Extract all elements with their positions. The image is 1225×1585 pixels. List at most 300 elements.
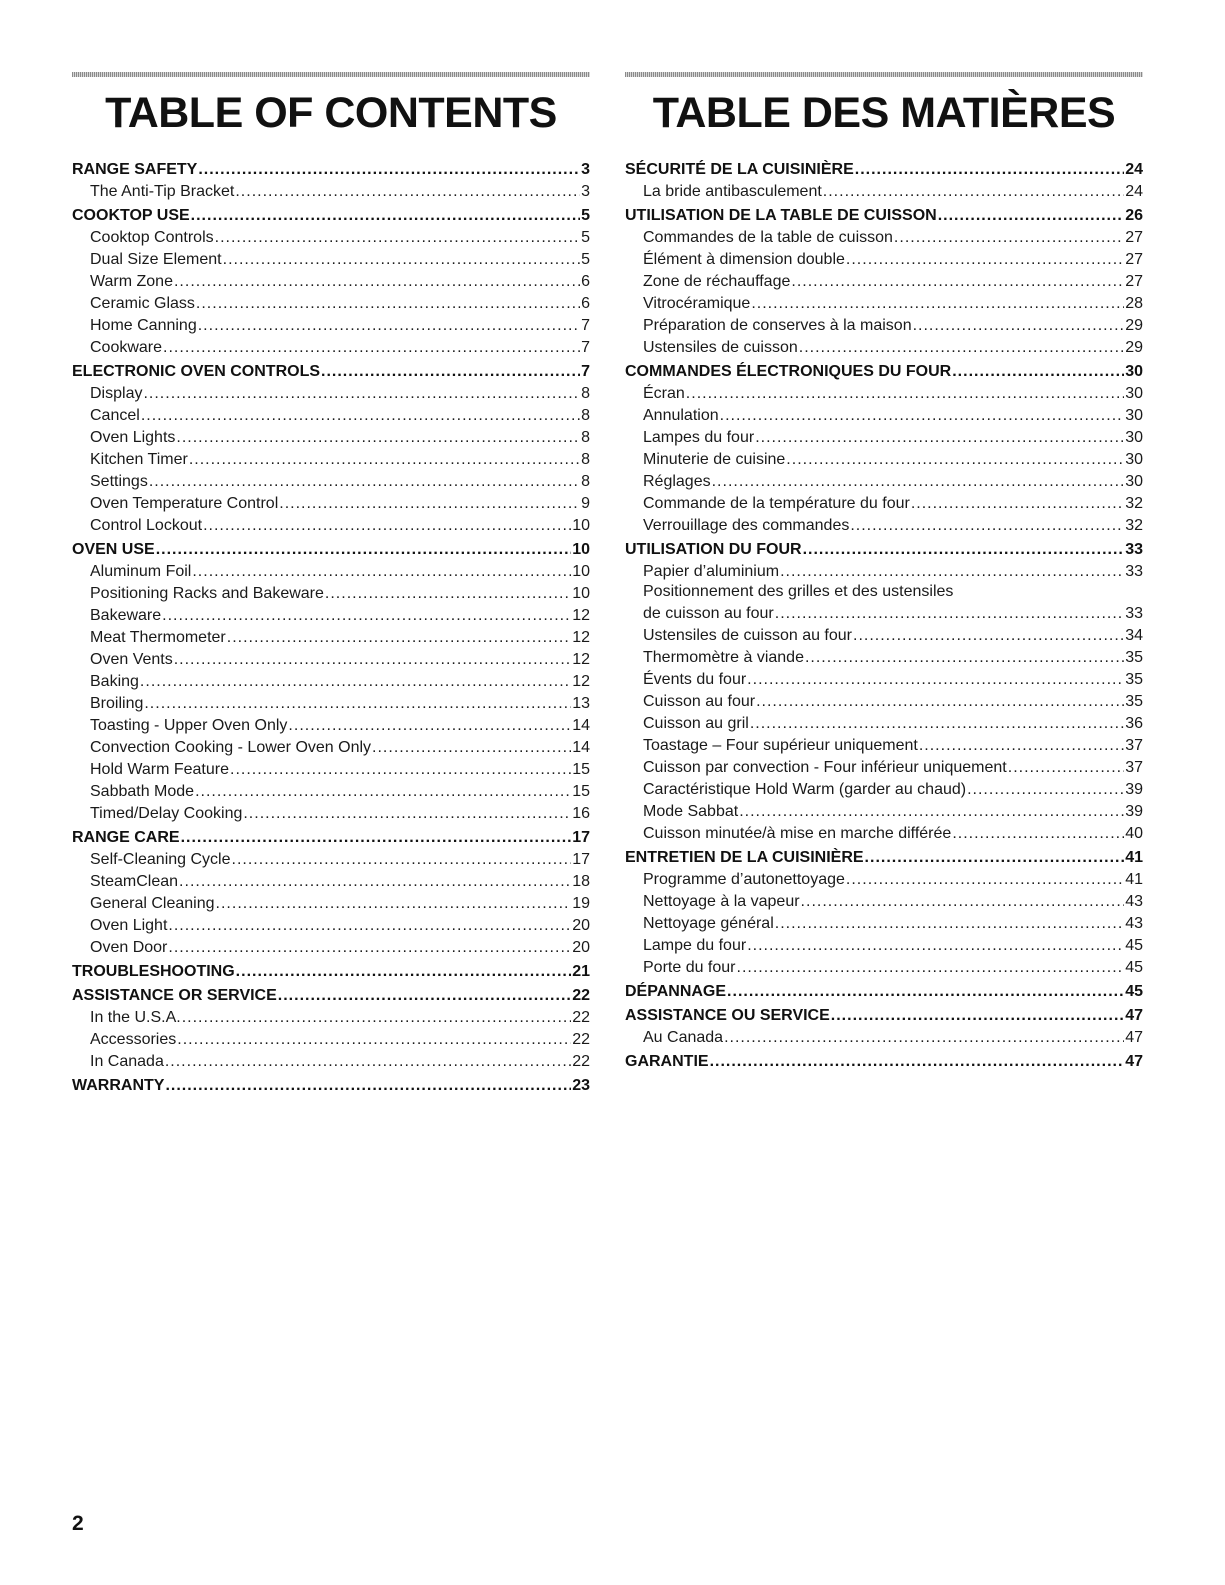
toc-entry-label: Ustensiles de cuisson xyxy=(643,339,798,356)
toc-subsection-entry[interactable] xyxy=(72,247,590,269)
toc-entry-label: RANGE CARE xyxy=(72,829,180,846)
toc-subsection-entry[interactable] xyxy=(625,733,1143,755)
toc-subsection-entry[interactable] xyxy=(72,581,590,603)
toc-subsection-entry[interactable] xyxy=(625,867,1143,889)
toc-heading-french: TABLE DES MATIÈRES xyxy=(652,89,1116,137)
dot-leader xyxy=(952,363,1124,381)
toc-entry-label: Oven Door xyxy=(90,939,168,956)
dot-leader xyxy=(724,1029,1124,1047)
toc-entry-label: UTILISATION DE LA TABLE DE CUISSON xyxy=(625,207,937,224)
dot-leader xyxy=(747,937,1124,955)
toc-entry-label: Accessories xyxy=(90,1031,177,1048)
toc-section-entry[interactable] xyxy=(72,981,590,1005)
toc-entry-page: 12 xyxy=(572,673,590,690)
toc-entry-page: 26 xyxy=(1125,207,1143,224)
toc-entry-page: 17 xyxy=(572,851,590,868)
dot-leader xyxy=(372,739,571,757)
toc-entry-label: Warm Zone xyxy=(90,273,173,290)
toc-subsection-entry[interactable] xyxy=(72,313,590,335)
toc-entry-page: 12 xyxy=(572,629,590,646)
toc-subsection-entry[interactable] xyxy=(625,889,1143,911)
toc-entry-page: 37 xyxy=(1125,759,1143,776)
toc-entry-label: Oven Lights xyxy=(90,429,176,446)
toc-entry-page: 30 xyxy=(1125,451,1143,468)
toc-subsection-entry[interactable] xyxy=(625,821,1143,843)
toc-subsection-entry[interactable] xyxy=(625,911,1143,933)
toc-entry-label: Verrouillage des commandes xyxy=(643,517,850,534)
toc-entry-page: 15 xyxy=(572,761,590,778)
toc-entry-label: Bakeware xyxy=(90,607,162,624)
toc-subsection-entry[interactable] xyxy=(625,601,1143,623)
toc-entry-page: 41 xyxy=(1125,871,1143,888)
toc-subsection-entry[interactable] xyxy=(72,469,590,491)
dot-leader xyxy=(168,917,571,935)
toc-entry-label: WARRANTY xyxy=(72,1077,165,1094)
toc-subsection-entry[interactable] xyxy=(72,647,590,669)
dot-leader xyxy=(831,1007,1124,1025)
toc-heading-english: TABLE OF CONTENTS xyxy=(105,89,557,137)
toc-subsection-entry[interactable] xyxy=(72,179,590,201)
toc-section-entry[interactable] xyxy=(72,1071,590,1095)
toc-entry-page: 7 xyxy=(581,339,590,356)
toc-entry-page: 6 xyxy=(581,273,590,290)
toc-entry-page: 47 xyxy=(1125,1053,1143,1070)
toc-subsection-entry[interactable] xyxy=(72,425,590,447)
toc-entry-page: 33 xyxy=(1125,541,1143,558)
toc-section-entry[interactable] xyxy=(72,957,590,981)
toc-entry-page: 5 xyxy=(581,207,590,224)
toc-entry-label: The Anti-Tip Bracket xyxy=(90,183,235,200)
toc-section-entry[interactable] xyxy=(625,357,1143,381)
dot-leader xyxy=(203,517,571,535)
toc-entry-label: Convection Cooking - Lower Oven Only xyxy=(90,739,372,756)
page-number: 2 xyxy=(72,1512,84,1535)
toc-entry-page: 14 xyxy=(572,739,590,756)
toc-subsection-entry[interactable] xyxy=(72,913,590,935)
toc-section-entry[interactable] xyxy=(625,977,1143,1001)
dot-leader xyxy=(786,451,1124,469)
toc-entry-page: 3 xyxy=(581,161,590,178)
dot-leader xyxy=(846,251,1124,269)
toc-entry-label: Kitchen Timer xyxy=(90,451,188,468)
dot-leader xyxy=(179,873,571,891)
toc-entry-label: Oven Light xyxy=(90,917,168,934)
dot-leader xyxy=(739,803,1124,821)
toc-entry-label: de cuisson au four xyxy=(643,605,774,622)
toc-entry-label: Programme d’autonettoyage xyxy=(643,871,845,888)
toc-entry-page: 23 xyxy=(572,1077,590,1094)
toc-subsection-entry[interactable] xyxy=(72,291,590,313)
toc-entry-page: 22 xyxy=(572,1053,590,1070)
toc-entry-page: 43 xyxy=(1125,915,1143,932)
dot-leader xyxy=(938,207,1125,225)
toc-entry-page: 13 xyxy=(572,695,590,712)
toc-subsection-entry[interactable] xyxy=(72,269,590,291)
toc-subsection-entry[interactable] xyxy=(72,603,590,625)
toc-subsection-entry[interactable] xyxy=(72,491,590,513)
dot-leader xyxy=(174,651,571,669)
toc-subsection-entry[interactable] xyxy=(72,935,590,957)
toc-entry-page: 5 xyxy=(581,229,590,246)
toc-entry-label: Élément à dimension double xyxy=(643,251,845,268)
toc-subsection-entry[interactable] xyxy=(625,581,1143,601)
toc-list-english xyxy=(72,155,590,1095)
toc-entry-page: 30 xyxy=(1125,473,1143,490)
toc-subsection-entry[interactable] xyxy=(625,667,1143,689)
toc-subsection-entry[interactable] xyxy=(625,689,1143,711)
dot-leader xyxy=(686,385,1124,403)
toc-subsection-entry[interactable] xyxy=(72,381,590,403)
dot-leader xyxy=(230,761,571,779)
dot-leader xyxy=(805,649,1124,667)
dot-leader xyxy=(855,161,1124,179)
toc-entry-label: Nettoyage général xyxy=(643,915,774,932)
toc-subsection-entry[interactable] xyxy=(625,313,1143,335)
toc-subsection-entry[interactable] xyxy=(625,447,1143,469)
toc-entry-page: 10 xyxy=(572,563,590,580)
toc-subsection-entry[interactable] xyxy=(72,1005,590,1027)
toc-entry-page: 10 xyxy=(572,541,590,558)
dot-leader xyxy=(235,183,580,201)
toc-entry-page: 24 xyxy=(1125,161,1143,178)
section-rule xyxy=(625,72,1143,77)
toc-subsection-entry[interactable] xyxy=(72,801,590,823)
toc-section-entry[interactable] xyxy=(72,823,590,847)
toc-list-french xyxy=(625,155,1143,1071)
toc-entry-label: Oven Vents xyxy=(90,651,173,668)
toc-entry-page: 45 xyxy=(1125,983,1143,1000)
toc-subsection-entry[interactable] xyxy=(625,269,1143,291)
toc-entry-page: 21 xyxy=(572,963,590,980)
toc-subsection-entry[interactable] xyxy=(72,869,590,891)
toc-entry-page: 27 xyxy=(1125,229,1143,246)
toc-entry-label: COMMANDES ÉLECTRONIQUES DU FOUR xyxy=(625,363,952,380)
dot-leader xyxy=(215,229,580,247)
dot-leader xyxy=(780,563,1124,581)
toc-entry-label: Settings xyxy=(90,473,148,490)
toc-entry-page: 29 xyxy=(1125,317,1143,334)
toc-entry-page: 45 xyxy=(1125,959,1143,976)
toc-section-entry[interactable] xyxy=(72,201,590,225)
toc-entry-label: TROUBLESHOOTING xyxy=(72,963,235,980)
toc-entry-page: 39 xyxy=(1125,781,1143,798)
toc-entry-label: Cuisson par convection - Four inférieur uniquement xyxy=(643,759,1007,776)
dot-leader xyxy=(278,987,571,1005)
toc-entry-label: ASSISTANCE OR SERVICE xyxy=(72,987,277,1004)
dot-leader xyxy=(165,1077,571,1095)
toc-subsection-entry[interactable] xyxy=(72,779,590,801)
toc-subsection-entry[interactable] xyxy=(72,1027,590,1049)
dot-leader xyxy=(198,317,580,335)
toc-subsection-entry[interactable] xyxy=(625,425,1143,447)
dot-leader xyxy=(747,671,1124,689)
toc-subsection-entry[interactable] xyxy=(625,179,1143,201)
dot-leader xyxy=(823,183,1124,201)
dot-leader xyxy=(737,959,1125,977)
toc-entry-label: Cookware xyxy=(90,339,163,356)
toc-entry-page: 30 xyxy=(1125,407,1143,424)
toc-subsection-entry[interactable] xyxy=(72,1049,590,1071)
toc-entry-page: 16 xyxy=(572,805,590,822)
toc-subsection-entry[interactable] xyxy=(625,381,1143,403)
toc-entry-page: 8 xyxy=(581,429,590,446)
toc-entry-page: 47 xyxy=(1125,1029,1143,1046)
dot-leader xyxy=(911,495,1124,513)
dot-leader xyxy=(727,983,1124,1001)
toc-subsection-entry[interactable] xyxy=(72,447,590,469)
toc-subsection-entry[interactable] xyxy=(625,469,1143,491)
toc-subsection-entry[interactable] xyxy=(625,933,1143,955)
toc-subsection-entry[interactable] xyxy=(625,645,1143,667)
toc-section-entry[interactable] xyxy=(625,535,1143,559)
toc-subsection-entry[interactable] xyxy=(625,247,1143,269)
toc-entry-label: RANGE SAFETY xyxy=(72,161,198,178)
toc-subsection-entry[interactable] xyxy=(625,623,1143,645)
toc-entry-page: 30 xyxy=(1125,429,1143,446)
dot-leader xyxy=(865,849,1125,867)
toc-entry-page: 22 xyxy=(572,1031,590,1048)
toc-entry-label: Ceramic Glass xyxy=(90,295,195,312)
toc-section-entry[interactable] xyxy=(72,155,590,179)
toc-subsection-entry[interactable] xyxy=(72,513,590,535)
toc-entry-label: Sabbath Mode xyxy=(90,783,195,800)
dot-leader xyxy=(279,495,580,513)
toc-entry-page: 9 xyxy=(581,495,590,512)
toc-entry-page: 6 xyxy=(581,295,590,312)
dot-leader xyxy=(168,939,571,957)
toc-entry-label: La bride antibasculement xyxy=(643,183,822,200)
toc-entry-label: Commande de la température du four xyxy=(643,495,910,512)
toc-entry-page: 32 xyxy=(1125,495,1143,512)
toc-subsection-entry[interactable] xyxy=(72,691,590,713)
toc-entry-label: Cuisson au gril xyxy=(643,715,749,732)
dot-leader xyxy=(755,429,1124,447)
toc-section-entry[interactable] xyxy=(72,535,590,559)
toc-entry-page: 17 xyxy=(572,829,590,846)
dot-leader xyxy=(288,717,571,735)
toc-entry-label: In Canada xyxy=(90,1053,164,1070)
section-rule xyxy=(72,72,590,77)
toc-entry-page: 30 xyxy=(1125,385,1143,402)
toc-entry-label: Zone de réchauffage xyxy=(643,273,791,290)
dot-leader xyxy=(163,339,580,357)
dot-leader xyxy=(192,563,571,581)
toc-entry-label: Lampes du four xyxy=(643,429,755,446)
toc-entry-page: 10 xyxy=(572,585,590,602)
toc-entry-page: 8 xyxy=(581,385,590,402)
toc-subsection-entry[interactable] xyxy=(625,1025,1143,1047)
toc-entry-label: Toastage – Four supérieur uniquement xyxy=(643,737,918,754)
toc-subsection-entry[interactable] xyxy=(72,335,590,357)
toc-section-entry[interactable] xyxy=(625,1001,1143,1025)
toc-entry-label: Caractéristique Hold Warm (garder au chaud) xyxy=(643,781,967,798)
dot-leader xyxy=(325,585,571,603)
dot-leader xyxy=(174,273,580,291)
toc-subsection-entry[interactable] xyxy=(72,757,590,779)
dot-leader xyxy=(243,805,571,823)
toc-entry-label: Écran xyxy=(643,385,685,402)
dot-leader xyxy=(919,737,1124,755)
toc-entry-page: 36 xyxy=(1125,715,1143,732)
toc-entry-page: 5 xyxy=(581,251,590,268)
dot-leader xyxy=(791,273,1124,291)
dot-leader xyxy=(141,407,580,425)
toc-entry-label: ENTRETIEN DE LA CUISINIÈRE xyxy=(625,849,864,866)
dot-leader xyxy=(143,385,580,403)
dot-leader xyxy=(177,1031,571,1049)
toc-section-entry[interactable] xyxy=(625,155,1143,179)
toc-entry-label: Meat Thermometer xyxy=(90,629,226,646)
toc-subsection-entry[interactable] xyxy=(625,955,1143,977)
toc-entry-label: Nettoyage à la vapeur xyxy=(643,893,800,910)
toc-entry-page: 41 xyxy=(1125,849,1143,866)
dot-leader xyxy=(149,473,580,491)
toc-subsection-entry[interactable] xyxy=(625,403,1143,425)
toc-subsection-entry[interactable] xyxy=(72,669,590,691)
dot-leader xyxy=(182,1009,571,1027)
toc-entry-page: 20 xyxy=(572,917,590,934)
toc-entry-label: SÉCURITÉ DE LA CUISINIÈRE xyxy=(625,161,854,178)
toc-subsection-entry[interactable] xyxy=(625,755,1143,777)
toc-column-english xyxy=(72,72,590,1095)
dot-leader xyxy=(216,895,572,913)
toc-entry-label: Lampe du four xyxy=(643,937,747,954)
toc-entry-page: 39 xyxy=(1125,803,1143,820)
toc-entry-page: 35 xyxy=(1125,671,1143,688)
dot-leader xyxy=(853,627,1124,645)
toc-section-entry[interactable] xyxy=(625,843,1143,867)
toc-entry-page: 40 xyxy=(1125,825,1143,842)
toc-entry-label: Préparation de conserves à la maison xyxy=(643,317,912,334)
toc-entry-page: 8 xyxy=(581,473,590,490)
dot-leader xyxy=(181,829,572,847)
toc-entry-label: Cuisson au four xyxy=(643,693,756,710)
toc-section-entry[interactable] xyxy=(72,357,590,381)
toc-entry-label: Vitrocéramique xyxy=(643,295,751,312)
dot-leader xyxy=(223,251,580,269)
toc-subsection-entry[interactable] xyxy=(625,513,1143,535)
toc-entry-label: Broiling xyxy=(90,695,144,712)
toc-subsection-entry[interactable] xyxy=(72,713,590,735)
toc-subsection-entry[interactable] xyxy=(625,225,1143,247)
toc-column-french xyxy=(625,72,1143,1071)
toc-entry-label: Self-Cleaning Cycle xyxy=(90,851,231,868)
toc-entry-label: ASSISTANCE OU SERVICE xyxy=(625,1007,830,1024)
toc-entry-label: Oven Temperature Control xyxy=(90,495,279,512)
dot-leader xyxy=(913,317,1125,335)
toc-entry-label: Annulation xyxy=(643,407,719,424)
toc-subsection-entry[interactable] xyxy=(625,491,1143,513)
dot-leader xyxy=(156,541,572,559)
toc-entry-page: 35 xyxy=(1125,693,1143,710)
toc-subsection-entry[interactable] xyxy=(72,403,590,425)
toc-entry-page: 8 xyxy=(581,407,590,424)
toc-subsection-entry[interactable] xyxy=(72,847,590,869)
toc-entry-label: Cancel xyxy=(90,407,140,424)
dot-leader xyxy=(720,407,1125,425)
toc-entry-page: 7 xyxy=(581,317,590,334)
dot-leader xyxy=(712,473,1125,491)
toc-entry-label: Positioning Racks and Bakeware xyxy=(90,585,324,602)
toc-section-entry[interactable] xyxy=(625,201,1143,225)
toc-entry-page: 34 xyxy=(1125,627,1143,644)
toc-subsection-entry[interactable] xyxy=(625,711,1143,733)
dot-leader xyxy=(850,517,1124,535)
dot-leader xyxy=(232,851,572,869)
toc-entry-page: 33 xyxy=(1125,605,1143,622)
toc-entry-page: 3 xyxy=(581,183,590,200)
toc-entry-label: Ustensiles de cuisson au four xyxy=(643,627,852,644)
toc-subsection-entry[interactable] xyxy=(72,225,590,247)
dot-leader xyxy=(1008,759,1124,777)
toc-entry-label: DÉPANNAGE xyxy=(625,983,727,1000)
toc-entry-page: 8 xyxy=(581,451,590,468)
dot-leader xyxy=(967,781,1124,799)
toc-entry-page: 37 xyxy=(1125,737,1143,754)
toc-subsection-entry[interactable] xyxy=(625,335,1143,357)
toc-entry-page: 27 xyxy=(1125,273,1143,290)
toc-entry-label: Minuterie de cuisine xyxy=(643,451,786,468)
dot-leader xyxy=(191,207,580,225)
dot-leader xyxy=(775,915,1124,933)
toc-entry-label: In the U.S.A. xyxy=(90,1009,181,1026)
toc-entry-page: 43 xyxy=(1125,893,1143,910)
toc-subsection-entry[interactable] xyxy=(72,891,590,913)
toc-subsection-entry[interactable] xyxy=(625,559,1143,581)
dot-leader xyxy=(189,451,580,469)
toc-entry-label: Mode Sabbat xyxy=(643,803,739,820)
dot-leader xyxy=(196,295,580,313)
toc-entry-page: 7 xyxy=(581,363,590,380)
toc-entry-page: 35 xyxy=(1125,649,1143,666)
toc-subsection-entry[interactable] xyxy=(72,559,590,581)
toc-entry-label: Toasting - Upper Oven Only xyxy=(90,717,288,734)
toc-entry-label: ELECTRONIC OVEN CONTROLS xyxy=(72,363,321,380)
toc-subsection-entry[interactable] xyxy=(625,799,1143,821)
toc-entry-page: 18 xyxy=(572,873,590,890)
toc-entry-label: Réglages xyxy=(643,473,711,490)
toc-section-entry[interactable] xyxy=(625,1047,1143,1071)
toc-subsection-entry[interactable] xyxy=(625,777,1143,799)
toc-entry-page: 32 xyxy=(1125,517,1143,534)
dot-leader xyxy=(140,673,571,691)
toc-entry-label: Positionnement des grilles et des ustensiles xyxy=(643,583,954,600)
toc-subsection-entry[interactable] xyxy=(72,625,590,647)
toc-entry-label: Papier d’aluminium xyxy=(643,563,780,580)
toc-entry-page: 29 xyxy=(1125,339,1143,356)
dot-leader xyxy=(710,1053,1125,1071)
dot-leader xyxy=(801,893,1125,911)
dot-leader xyxy=(894,229,1124,247)
dot-leader xyxy=(195,783,571,801)
toc-subsection-entry[interactable] xyxy=(72,735,590,757)
dot-leader xyxy=(176,429,580,447)
toc-entry-label: Control Lockout xyxy=(90,517,203,534)
toc-entry-label: Porte du four xyxy=(643,959,736,976)
toc-entry-label: OVEN USE xyxy=(72,541,155,558)
toc-entry-label: Baking xyxy=(90,673,139,690)
toc-entry-page: 10 xyxy=(572,517,590,534)
dot-leader xyxy=(144,695,571,713)
toc-entry-page: 15 xyxy=(572,783,590,800)
dot-leader xyxy=(751,295,1124,313)
toc-entry-page: 24 xyxy=(1125,183,1143,200)
dot-leader xyxy=(165,1053,571,1071)
toc-entry-page: 27 xyxy=(1125,251,1143,268)
dot-leader xyxy=(198,161,580,179)
toc-subsection-entry[interactable] xyxy=(625,291,1143,313)
toc-entry-page: 45 xyxy=(1125,937,1143,954)
